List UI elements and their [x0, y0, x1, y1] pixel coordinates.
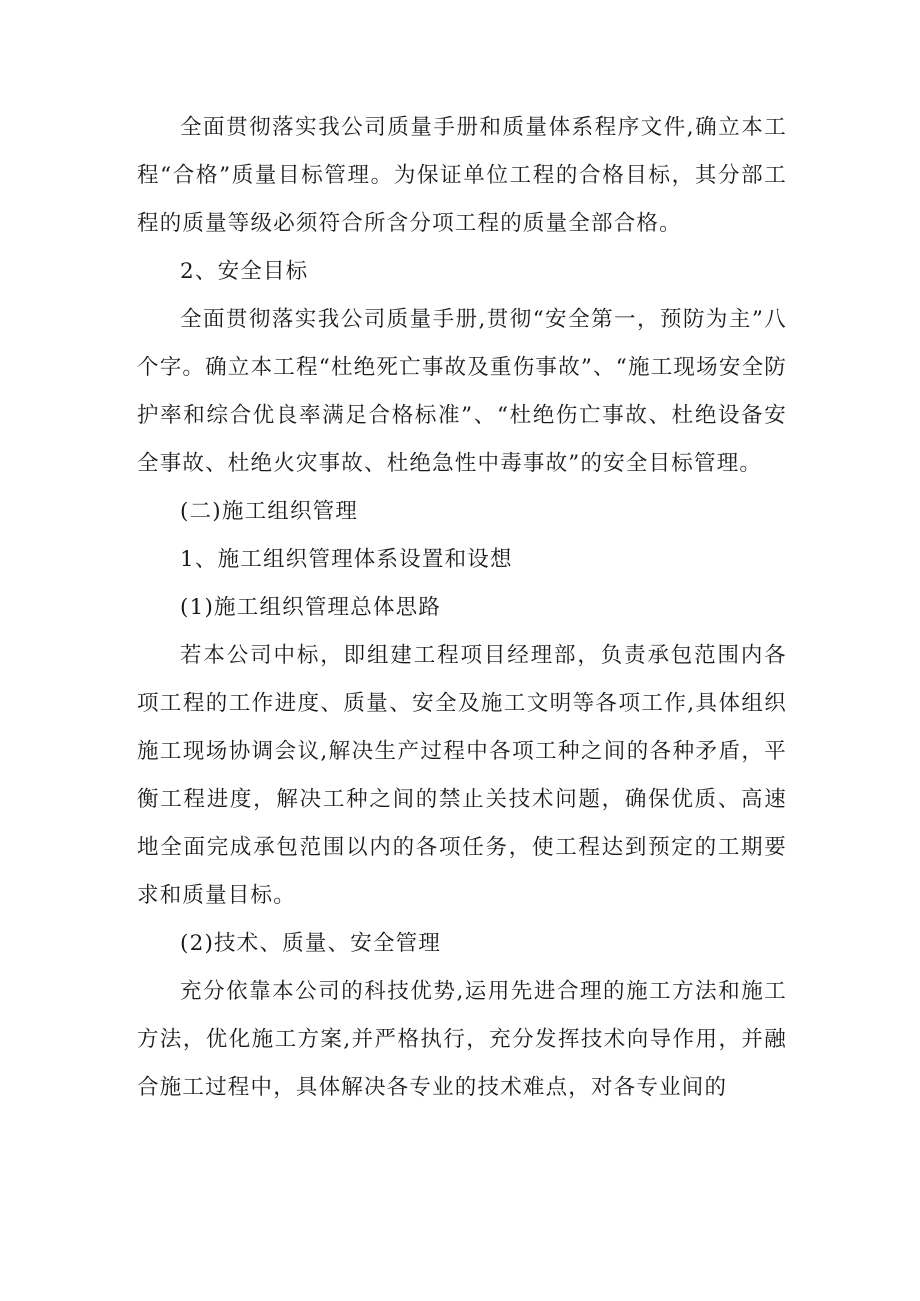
- heading-safety-goal: 2、安全目标: [180, 259, 309, 284]
- heading-construction-organization: (二)施工组织管理: [180, 499, 359, 524]
- paragraph-overall-approach: 若本公司中标，即组建工程项目经理部，负责承包范围内各项工程的工作进度、质量、安全及施工文明等各项工作,具体组织施工现场协调会议,解决生产过程中各项工种之间的各种矛盾，平衡工程进度，解决工种之间的禁止关技术问题，确保优质、高速地全面完成承包范围以内的各项任务，使工程达到预定的工期要求和质量目标。: [137, 643, 787, 908]
- document-body: [137, 104, 787, 1112]
- paragraph-quality-goal: 全面贯彻落实我公司质量手册和质量体系程序文件,确立本工程“合格”质量目标管理。为保证单位工程的合格目标，其分部工程的质量等级必须符合所含分项工程的质量全部合格。: [137, 115, 787, 236]
- heading-organization-system: 1、施工组织管理体系设置和设想: [180, 547, 513, 572]
- heading-technical-quality-safety: (2)技术、质量、安全管理: [180, 931, 442, 956]
- paragraph-technical-quality-safety: 充分依靠本公司的科技优势,运用先进合理的施工方法和施工方法，优化施工方案,并严格执行，充分发挥技术向导作用，并融合施工过程中，具体解决各专业的技术难点，对各专业间的: [137, 979, 787, 1100]
- heading-overall-approach: (1)施工组织管理总体思路: [180, 595, 442, 620]
- paragraph-safety-goal: 全面贯彻落实我公司质量手册,贯彻“安全第一，预防为主”八个字。确立本工程“杜绝死亡事故及重伤事故”、“施工现场安全防护率和综合优良率满足合格标准”、“杜绝伤亡事故、杜绝设备安全事故、杜绝火灾事故、杜绝急性中毒事故”的安全目标管理。: [137, 307, 787, 476]
